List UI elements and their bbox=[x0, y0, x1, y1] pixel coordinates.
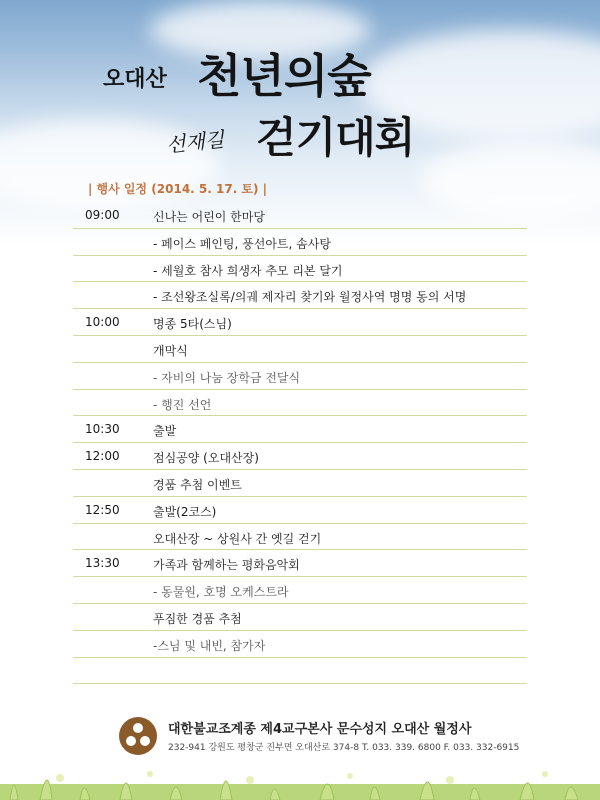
script-title: 선재길 bbox=[165, 127, 226, 157]
schedule-activity: 점심공양 (오대산장) bbox=[153, 451, 259, 466]
schedule-time: 10:30 bbox=[85, 422, 120, 437]
schedule-time: 12:00 bbox=[85, 449, 120, 464]
main-title: 천년의숲 bbox=[197, 49, 371, 103]
schedule-row bbox=[73, 524, 527, 551]
organization-address: 232-941 강원도 평창군 진부면 오대산로 374-8 T. 033. 339. 6800 F. 033. 332-6915 bbox=[168, 743, 520, 753]
schedule-time: 09:00 bbox=[85, 208, 120, 222]
schedule-time: 12:50 bbox=[85, 502, 120, 517]
poster-header bbox=[0, 0, 600, 190]
schedule-activity: 오대산장 ~ 상원사 간 옛길 걷기 bbox=[153, 531, 322, 546]
schedule-row bbox=[73, 658, 527, 685]
schedule-row bbox=[73, 256, 527, 283]
schedule-row bbox=[73, 631, 527, 658]
schedule-row bbox=[73, 497, 527, 524]
schedule-row bbox=[73, 470, 527, 497]
schedule-activity: 명종 5타(스님) bbox=[153, 317, 232, 332]
schedule-row bbox=[73, 202, 527, 229]
schedule-activity: 출발 bbox=[153, 424, 177, 439]
schedule-activity: - 세월호 참사 희생자 추모 리본 달기 bbox=[153, 263, 343, 278]
schedule-row bbox=[73, 550, 527, 577]
schedule-row bbox=[73, 604, 527, 631]
schedule-activity: 출발(2코스) bbox=[153, 504, 217, 519]
grass-decoration bbox=[0, 740, 600, 800]
schedule-time: 13:30 bbox=[85, 556, 120, 571]
schedule-row bbox=[73, 336, 527, 363]
schedule-row bbox=[73, 443, 527, 470]
schedule-row bbox=[73, 577, 527, 604]
schedule-table bbox=[73, 202, 527, 684]
schedule-activity: 개막식 bbox=[153, 343, 188, 358]
schedule-activity: 푸짐한 경품 추첨 bbox=[153, 611, 242, 626]
schedule-row bbox=[73, 282, 527, 309]
schedule-activity: 경품 추첨 이벤트 bbox=[153, 477, 242, 492]
schedule-row bbox=[73, 390, 527, 417]
schedule-activity: - 조선왕조실록/의궤 제자리 찾기와 월정사역 명명 동의 서명 bbox=[153, 290, 467, 305]
schedule-activity: 신나는 어린이 한마당 bbox=[153, 210, 265, 224]
organization-name: 대한불교조계종 제4교구본사 문수성지 오대산 월정사 bbox=[168, 722, 472, 737]
schedule-heading: | 행사 일정 (2014. 5. 17. 토) | bbox=[88, 182, 268, 196]
schedule-activity: - 자비의 나눔 장학금 전달식 bbox=[153, 370, 301, 385]
schedule-row bbox=[73, 309, 527, 336]
event-title: 걷기대회 bbox=[256, 113, 415, 162]
title-prefix: 오대산 bbox=[103, 67, 167, 92]
schedule-activity: -스님 및 내빈, 참가자 bbox=[153, 638, 266, 653]
schedule-row bbox=[73, 416, 527, 443]
schedule-time: 10:00 bbox=[85, 315, 120, 330]
schedule-activity: - 동물원, 호명 오케스트라 bbox=[153, 585, 289, 600]
schedule-row bbox=[73, 363, 527, 390]
schedule-row bbox=[73, 229, 527, 256]
schedule-activity: 가족과 함께하는 평화음악회 bbox=[153, 558, 300, 573]
schedule-activity: - 페이스 페인팅, 풍선아트, 솜사탕 bbox=[153, 236, 331, 251]
schedule-activity: - 행진 선언 bbox=[153, 397, 212, 412]
